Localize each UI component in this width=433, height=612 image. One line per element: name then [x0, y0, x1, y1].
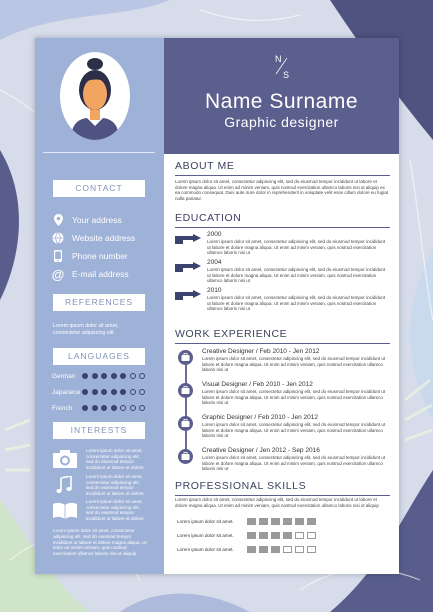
education-rule — [175, 227, 390, 228]
contact-email — [52, 267, 129, 281]
language-row — [52, 403, 154, 413]
work-text: Lorem ipsum dolor sit amet, consectetur adipiscing elit, sed do eiusmod tempor incididunt ut labore et dolore magna aliqua. Ut enim ad minim veniam, quis nostrud exercitation ullamco laboris nisi ut — [202, 455, 386, 472]
skill-dot — [92, 373, 98, 379]
briefcase-icon — [178, 350, 193, 365]
skill-row — [177, 546, 319, 553]
contact-website — [52, 231, 135, 245]
music-note-icon — [52, 476, 80, 494]
skill-square — [307, 546, 316, 553]
skill-dot — [111, 373, 117, 379]
globe-icon — [52, 232, 64, 244]
book-icon — [52, 501, 80, 519]
languages-heading: LANGUAGES — [53, 348, 145, 365]
skill-dot — [111, 405, 117, 411]
education-heading: EDUCATION — [175, 212, 242, 224]
work-title — [202, 348, 319, 355]
skill-square — [307, 518, 316, 525]
skill-dot — [82, 373, 88, 379]
skill-dot — [120, 389, 126, 395]
skill-dot — [139, 389, 145, 395]
skill-dot — [101, 389, 107, 395]
skills-heading: PROFESSIONAL SKILLS — [175, 480, 307, 492]
education-year: 2004 — [207, 259, 222, 266]
interest-text: Lorem ipsum dolor sit amet, consectetur adipiscing elit, sed do eiusmod tempor incididunt ut labore et dolore — [86, 474, 144, 496]
phone-icon — [52, 250, 64, 262]
contact-heading: CONTACT — [53, 180, 145, 197]
skill-dot — [92, 389, 98, 395]
avatar — [60, 52, 130, 140]
skill-label: Lorem ipsum dolor sit amet. — [177, 533, 234, 538]
work-text: Lorem ipsum dolor sit amet, consectetur adipiscing elit, sed do eiusmod tempor incididunt ut labore et dolore magna aliqua. Ut enim ad minim veniam, quis nostrud exercitation ullamco laboris nisi ut — [202, 389, 386, 406]
arrow-banner-icon — [175, 262, 201, 272]
skills-rule — [175, 495, 390, 496]
skill-square — [283, 546, 292, 553]
contact-phone — [52, 249, 128, 263]
references-text: Lorem ipsum dolor sit amet, consectetur adipiscing elit. — [53, 323, 119, 336]
skill-square — [247, 532, 256, 539]
contact-phone-label: Phone number — [72, 251, 128, 261]
skill-row — [177, 518, 319, 525]
work-title — [202, 414, 318, 421]
briefcase-icon — [178, 449, 193, 464]
work-role: Creative Designer — [202, 447, 255, 454]
skill-square — [283, 532, 292, 539]
language-name: French — [52, 404, 73, 412]
skills-text: Lorem ipsum dolor sit amet, consectetur adipiscing elit, sed do eiusmod tempor incididunt ut labore et dolore magna aliqua. Ut enim ad minim veniam, quis nostrud exercitation ullamco laboris nisi ut aliquip — [175, 497, 379, 508]
resume-header — [164, 38, 399, 154]
woman-portrait-icon — [60, 52, 130, 140]
skill-dot — [130, 405, 136, 411]
work-dates: / Feb 2010 - Jen 2012 — [255, 348, 320, 355]
work-heading: WORK EXPERIENCE — [175, 328, 288, 340]
skill-square — [283, 518, 292, 525]
monogram-bottom: S — [282, 70, 289, 80]
skill-dot — [120, 405, 126, 411]
interest-item — [52, 448, 146, 470]
work-role: Visual Designer — [202, 381, 248, 388]
interest-text: Lorem ipsum dolor sit amet, consectetur adipiscing elit, sed do eiusmod tempor incididunt ut labore et dolore — [86, 448, 144, 470]
briefcase-icon — [178, 383, 193, 398]
skill-square — [247, 546, 256, 553]
skill-square — [295, 532, 304, 539]
skill-dot — [82, 389, 88, 395]
skill-square — [247, 518, 256, 525]
at-sign-icon: @ — [51, 266, 65, 282]
education-text: Lorem ipsum dolor sit amet, consectetur adipiscing elit, sed do eiusmod tempor incididunt ut labore et dolore magna aliqua. Ut enim ad minim veniam, quis nostrud exercitation ullamco laboris nisi ut — [207, 267, 386, 284]
interest-item — [52, 499, 146, 521]
education-text: Lorem ipsum dolor sit amet, consectetur adipiscing elit, sed do eiusmod tempor incididunt ut labore et dolore magna aliqua. Ut enim ad minim veniam, quis nostrud exercitation ullamco laboris nisi ut — [207, 295, 386, 312]
briefcase-badge — [178, 350, 193, 365]
work-title — [202, 381, 313, 388]
language-name: German — [52, 372, 76, 380]
camera-icon — [52, 450, 80, 468]
skill-dot — [130, 389, 136, 395]
references-heading: REFERENCES — [53, 294, 145, 311]
skill-square — [259, 532, 268, 539]
work-dates: / Feb 2010 - Jen 2012 — [254, 414, 318, 421]
work-role: Creative Designer — [202, 348, 255, 355]
work-text: Lorem ipsum dolor sit amet, consectetur adipiscing elit, sed do eiusmod tempor incididunt ut labore et dolore magna aliqua. Ut enim ad minim veniam, quis nostrud exercitation ullamco laboris nisi ut — [202, 422, 386, 439]
work-text: Lorem ipsum dolor sit amet, consectetur adipiscing elit, sed do eiusmod tempor incididunt ut labore et dolore magna aliqua. Ut enim ad minim veniam, quis nostrud exercitation ullamco laboris nisi ut — [202, 356, 386, 373]
skill-dot — [101, 373, 107, 379]
interests-heading: INTERESTS — [53, 422, 145, 439]
interest-text: Lorem ipsum dolor sit amet, consectetur adipiscing elit, sed do eiusmod tempor incididunt ut labore et dolore — [86, 499, 144, 521]
contact-email-label: E-mail address — [72, 269, 129, 279]
skill-square — [271, 546, 280, 553]
briefcase-badge — [178, 416, 193, 431]
skill-square — [259, 518, 268, 525]
briefcase-badge — [178, 449, 193, 464]
work-role: Graphic Designer — [202, 414, 253, 421]
about-heading: ABOUT ME — [175, 160, 235, 172]
interests-footer-text: Lorem ipsum dolor sit amet, consectetur adipiscing elit, sed do eiusmod tempor incididunt ut labore et dolore magna aliqua. Ut enim ad minim veniam, quis nostrud exercitation ullamco laboris nisi ut aliquip — [53, 528, 147, 557]
arrow-banner-icon — [175, 290, 201, 300]
resume-sheet — [35, 38, 399, 574]
interest-item — [52, 474, 146, 496]
monogram-top: N — [274, 54, 281, 64]
work-dates: / Feb 2010 - Jen 2012 — [249, 381, 313, 388]
work-rule — [175, 343, 390, 344]
briefcase-icon — [178, 416, 193, 431]
job-title: Graphic designer — [224, 114, 339, 130]
skill-label: Lorem ipsum dolor sit amet. — [177, 547, 234, 552]
skill-dot — [111, 389, 117, 395]
work-dates: / Jen 2012 - Sep 2016 — [255, 447, 320, 454]
skill-dot — [92, 405, 98, 411]
skill-dot — [139, 405, 145, 411]
about-rule — [175, 175, 390, 176]
briefcase-badge — [178, 383, 193, 398]
skill-square — [271, 532, 280, 539]
skill-square — [271, 518, 280, 525]
skill-square — [307, 532, 316, 539]
skill-square — [295, 546, 304, 553]
contact-website-label: Website address — [72, 233, 136, 243]
skill-label: Lorem ipsum dolor sit amet. — [177, 519, 234, 524]
arrow-banner-icon — [175, 234, 201, 244]
education-year: 2010 — [207, 287, 222, 294]
skill-dot — [101, 405, 107, 411]
sidebar — [35, 38, 164, 574]
contact-address — [52, 213, 122, 227]
skill-row — [177, 532, 319, 539]
skill-dot — [82, 405, 88, 411]
skill-square — [259, 546, 268, 553]
contact-address-label: Your address — [72, 215, 122, 225]
skill-dot — [130, 373, 136, 379]
work-timeline — [185, 356, 187, 452]
monogram — [164, 52, 399, 80]
full-name: Name Surname — [204, 90, 359, 113]
education-year: 2000 — [207, 231, 222, 238]
language-row — [52, 371, 154, 381]
language-row — [52, 387, 154, 397]
skill-dot — [120, 373, 126, 379]
skill-dot — [139, 373, 145, 379]
work-title — [202, 447, 320, 454]
location-pin-icon — [52, 214, 64, 226]
avatar-divider — [43, 152, 155, 153]
education-text: Lorem ipsum dolor sit amet, consectetur adipiscing elit, sed do eiusmod tempor incididunt ut labore et dolore magna aliqua. Ut enim ad minim veniam, quis nostrud exercitation ullamco laboris nisi ut — [207, 239, 386, 256]
language-name: Japanece — [52, 388, 81, 396]
about-text: Lorem ipsum dolor sit amet, consectetur adipiscing elit, sed do eiusmod tempor incididunt ut labore et dolore magna aliqua. Ut enim ad minim veniam, quis nostrud exercitation ullamco laboris nisi ut aliquip ex ea commodo consequat. Duis aute irure dolor in reprehenderit in voluptate velit esse cillum dolore eu fugiat nulla pariatur. — [175, 179, 389, 201]
skill-square — [295, 518, 304, 525]
